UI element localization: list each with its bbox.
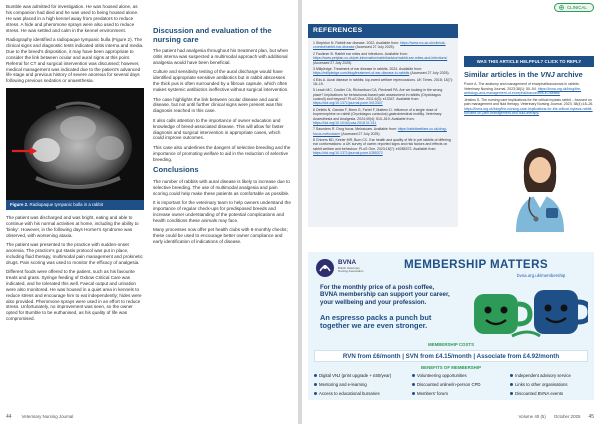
body-paragraph: It also calls attention to the importance of owner education and knowledge of breed-associated disease. This will allow for faster diagnosis and surgical intervention in appropriate cases, which could improve outcomes. xyxy=(153,117,284,141)
benefit-item xyxy=(510,372,592,379)
references-title: REFERENCES xyxy=(308,24,458,38)
col1-top-paragraphs xyxy=(6,4,144,84)
reference-item xyxy=(313,127,453,136)
figure-radiograph xyxy=(6,88,144,210)
bullet-icon xyxy=(314,374,317,377)
body-paragraph: The patient was discharged and was bright, eating and able to continue with his normal activities at home, including the ability to 'binky'. However, in the following days Horner's syndrome was observed, with worsening ataxia. xyxy=(6,214,139,238)
bvna-logo-name: BVNA xyxy=(338,259,357,266)
membership-costs: RVN from £6/month | SVN from £4.15/month | Associate from £4.92/month xyxy=(314,350,588,362)
reference-link[interactable]: https://www.petplan.co.uk/pet-information/rabbit/advice/rabbit-ear-mites-and-infections/ xyxy=(313,56,448,61)
reference-link[interactable]: https://rabbitwelfare.co.uk/drug-focus-meloxicam/ xyxy=(313,127,447,136)
left-footer xyxy=(6,414,292,420)
reference-tail: (Accessed 27 July 2025). xyxy=(340,131,381,136)
coffee-cups-icon xyxy=(468,280,588,342)
figure-caption-label: Figure 2. xyxy=(10,201,29,207)
reference-link[interactable]: https://doi.org/10.1371/journal.pone.0285372 xyxy=(313,151,383,156)
body-paragraph: It is important for the veterinary team to help owners understand the importance of regular check-ups for predisposed breeds and increase owner understanding of the potential complications and health conditions these animals may face. xyxy=(153,199,291,223)
issue-date: October 2025 xyxy=(553,414,581,419)
benefit-item xyxy=(412,390,508,397)
bvna-membership-ad[interactable] xyxy=(308,252,594,400)
body-paragraph: The case highlights the link between ocular disease and aural disease, but not until further clinical signs were present was this diagnosis reached in this case. xyxy=(153,96,283,114)
benefit-item xyxy=(314,372,410,379)
bullet-icon xyxy=(510,383,513,386)
body-paragraph: The patient was presented to the practice with sudden-onset anorexia. The practice's gut stasis protocol was put in place, including fluid therapy, multimodal pain management and prokinetic drugs. Pain scoring was used to monitor the efficacy of analgesia. xyxy=(6,241,143,265)
espresso-tagline: An espresso packs a punch but together we are even stronger. xyxy=(320,313,432,331)
reference-tail: (Accessed 27 July 2025). xyxy=(409,71,450,76)
body-paragraph: Culture and sensitivity testing of the aural discharge would have identified appropriate sensitive antibiotics but in rabbit abscesses the thick pus is often surrounded by a fibrous capsule, which often makes systemic antibiotics ineffective without surgical intervention. xyxy=(153,69,289,93)
reference-text: 2 Faulkner B. Rabbit ear mites and infections. Available from: xyxy=(313,51,408,56)
reference-link[interactable]: https://doi.org/10.1371/journal.pone.0013347 xyxy=(313,101,383,106)
volume-issue: Volume 40 (5) xyxy=(518,414,546,419)
reference-text: 5 Leach MC, Coulter CA, Richardson CA, Flecknell PA. Are we looking in the wrong place? Implications for behavioural-based pain assessment in rabbits (Oryctolagus cuniculi) and beyond? PLoS One. 2011;6(3): e13347. Available from: xyxy=(313,88,443,102)
reference-link[interactable]: https://doi.org/10.1016/j.vaa.2018.01.011 xyxy=(313,120,377,125)
feedback-banner[interactable]: WAS THIS ARTICLE HELPFUL? CLICK TO REPLY xyxy=(464,56,594,67)
benefits-title: BENEFITS OF MEMBERSHIP xyxy=(420,365,481,370)
benefit-label: Mentoring and e-learning xyxy=(319,382,367,387)
references-list xyxy=(308,38,458,156)
title-vnj: VNJ xyxy=(540,70,555,79)
heading-conclusions: Conclusions xyxy=(153,165,199,175)
reference-link[interactable]: https://www.rvc.ac.uk/clinical-connect/rabbit-ear-disease xyxy=(313,41,446,50)
benefit-label: Links to other organisations xyxy=(515,382,568,387)
bullet-icon xyxy=(412,374,415,377)
right-footer xyxy=(308,414,594,420)
reference-item xyxy=(313,138,453,156)
bullet-icon xyxy=(314,392,317,395)
clinical-icon xyxy=(559,5,564,10)
title-part-a: Similar articles in the xyxy=(464,70,541,79)
left-page xyxy=(0,0,298,424)
similar-article-item xyxy=(464,98,594,116)
reference-text: 6 Oefelis N, Gandar F, Brem G, Farrel F, Mattern D. Influence of a single dose of buprenorphine on rabbit (Oryctolagus cuniculus) gastrointestinal motility. Veterinary Anaesthesia and Analgesia. 2024;49(4): 510–519. Available from: xyxy=(313,107,442,121)
benefit-item xyxy=(314,390,410,397)
right-page xyxy=(302,0,600,424)
benefit-item xyxy=(314,381,410,388)
reference-item xyxy=(313,88,453,106)
bullet-icon xyxy=(412,383,415,386)
reference-text: 1 Stephton N. Rabbit ear disease. 2022. Available from: xyxy=(313,41,401,45)
reference-item xyxy=(313,52,453,65)
membership-url[interactable]: bvna.org.uk/membership xyxy=(517,273,566,278)
references-box xyxy=(308,24,458,227)
reference-text: 7 Saunders R. Drug focus: Meloxicam. Available from: xyxy=(313,127,398,132)
reference-text: 3 Millpledge. Treatment of ear disease in rabbits. 2024. Available from: xyxy=(313,66,423,71)
reference-item xyxy=(313,78,453,87)
reference-tail: (Accessed 27 July 2025). xyxy=(354,45,395,50)
right-column xyxy=(153,25,291,248)
reference-text: 4 Eds A. Aural disease in rabbits: lop-eared welfare repercussions. UK Times. 2018; 18(7): 18–19. xyxy=(313,77,453,86)
benefit-item xyxy=(412,381,508,388)
similar-article-link[interactable]: https://bvna.org.uk/blog/the-aetiology-and-management-of-encephalitozoonosis-in-rabbits/ xyxy=(464,86,582,96)
benefit-label: Access to educational bursaries xyxy=(319,391,380,396)
benefit-label: Discounted BVNA events xyxy=(515,391,564,396)
similar-article-text: Jenkins S. The nursing care implications for the critical myiasis rabbit – focused on pain management and fluid therapy. Veterinary Nursing Journal. 2023; 38(4):18–26. xyxy=(464,97,594,107)
title-part-b: archive xyxy=(554,70,583,79)
benefit-item xyxy=(510,390,592,397)
conclusions-paragraphs xyxy=(153,179,291,245)
similar-articles-title xyxy=(464,71,594,79)
reference-text: 8 Chivers BD, Keeler MR, Burn CC. Ear health and quality of life in pet rabbits of differing ear conformations: a UK survey of owner-reported signs and risk factors and effects on rabbit welfare and behaviour. PLoS One. 2023;18(7): e0285372. Available from: xyxy=(313,137,451,151)
bullet-icon xyxy=(510,392,513,395)
clinical-section-tab xyxy=(554,3,594,12)
left-column xyxy=(6,4,144,326)
left-page-number: 44 xyxy=(6,414,12,420)
reference-item xyxy=(313,108,453,126)
body-paragraph: The patient had analgesia throughout his treatment plan, but when otitis interna was suspected a multimodal approach with additional analgesia would have been beneficial. xyxy=(153,48,289,65)
body-paragraph: Bumble was admitted for investigation. He was housed alone, as his companion had died and he was used to being housed alone. He was placed in a high kennel away from predators to reduce stress. A hide and pheromone sprays were also used to reduce stress. He was settled and calm in the kennel environment. xyxy=(6,4,139,33)
discussion-paragraphs xyxy=(153,48,291,162)
col1-bottom-paragraphs xyxy=(6,215,144,322)
costs-title: MEMBERSHIP COSTS xyxy=(427,342,475,347)
reference-link[interactable]: https://millpledge.com/blog/treatment-of-ear-disease-in-rabbits xyxy=(313,71,410,76)
membership-title: MEMBERSHIP MATTERS xyxy=(404,258,548,271)
bullet-icon xyxy=(510,374,513,377)
benefit-item xyxy=(510,381,592,388)
benefit-item xyxy=(412,372,508,379)
benefit-label: Members' forum xyxy=(417,391,448,396)
bullet-icon xyxy=(412,392,415,395)
body-paragraph: Different foods were offered to the patient, such as his favourite treats and grass. Syringe feeding of Oxbow Critical Care was indicated, and he tolerated this well. Faecal output and urination were also monitored. He was housed in a quiet area in kennels to reduce stress and encourage him to eat independently; hides were also provided. Pheromone sprays were used in an effort to reduce stress. Unfortunately, no improvement was seen, so the owner opted for Bumble to be euthanised, as his quality of life was compromised. xyxy=(6,269,142,322)
benefits-list xyxy=(314,372,588,397)
similar-article-link[interactable]: https://bvna.org.uk/blog/the-nursing-care-implications-for-the-critical-myiasis-rabbit-focused-on-pain-management-and-fluid-therapy/ xyxy=(464,106,593,116)
figure-caption-text: Radiopaque tympanic bulla in a rabbit xyxy=(29,201,104,207)
membership-pitch: For the monthly price of a posh coffee, BVNA membership can support your career, your wellbeing and your profession. xyxy=(320,284,450,306)
radiograph-image xyxy=(6,88,144,200)
bullet-icon xyxy=(314,383,317,386)
heading-discussion: Discussion and evaluation of the nursing care xyxy=(153,26,272,44)
reference-item xyxy=(313,67,453,76)
body-paragraph: Many processes now offer pet health clubs with 6-monthly checks; these could be used to encourage better owner compliance and early identification of indications of disease. xyxy=(153,227,288,244)
bvna-logo-subtitle: British Veterinary Nursing Association xyxy=(338,266,364,274)
benefit-label: Discounted online/in-person CPD xyxy=(417,382,481,387)
figure-caption xyxy=(6,200,144,210)
clinical-tab-label: CLINICAL xyxy=(567,5,587,10)
similar-article-text: Poore A. The anatomy and management of encephalitozoonosis in rabbits. Veterinary Nursing Journal. 2023;38(1): 50–54. xyxy=(464,82,580,91)
benefit-label: Digital VNJ (print upgrade + £60/year) xyxy=(319,373,392,378)
nurse-illustration-icon xyxy=(510,142,570,232)
reference-tail: (Accessed 27 July 2025). xyxy=(313,60,353,65)
similar-article-item xyxy=(464,82,594,95)
body-paragraph: The number of rabbits with aural disease is likely to increase due to selective breeding. The use of multimodal analgesia and pain scoring could help make these patients as comfortable as possible. xyxy=(153,178,290,196)
similar-articles-list xyxy=(464,82,594,115)
right-page-number: 45 xyxy=(588,414,594,420)
benefit-label: Independent advisory service xyxy=(515,373,571,378)
journal-name: Veterinary Nursing Journal xyxy=(21,414,74,419)
body-paragraph: This case also underlines the dangers of selective breeding and the importance of promoting welfare to aid in the reduction of selective breeding. xyxy=(153,144,291,162)
reference-item xyxy=(313,41,453,50)
body-paragraph: Radiography identified a radiopaque tympanic bulla (Figure 2). The clinical signs and diagnostic tests indicated otitis interna and media. Due to the breed's disposition, it may have been appropriate to consider the link between ocular and aural signs at this point. Referral for CT and surgical intervention was discussed; however, medical management was indicated due to the patient's advanced life stage and previous history of severe anorexia for several days following previous sedation or anaesthesia. xyxy=(6,37,144,84)
benefit-label: Volunteering opportunities xyxy=(417,373,467,378)
